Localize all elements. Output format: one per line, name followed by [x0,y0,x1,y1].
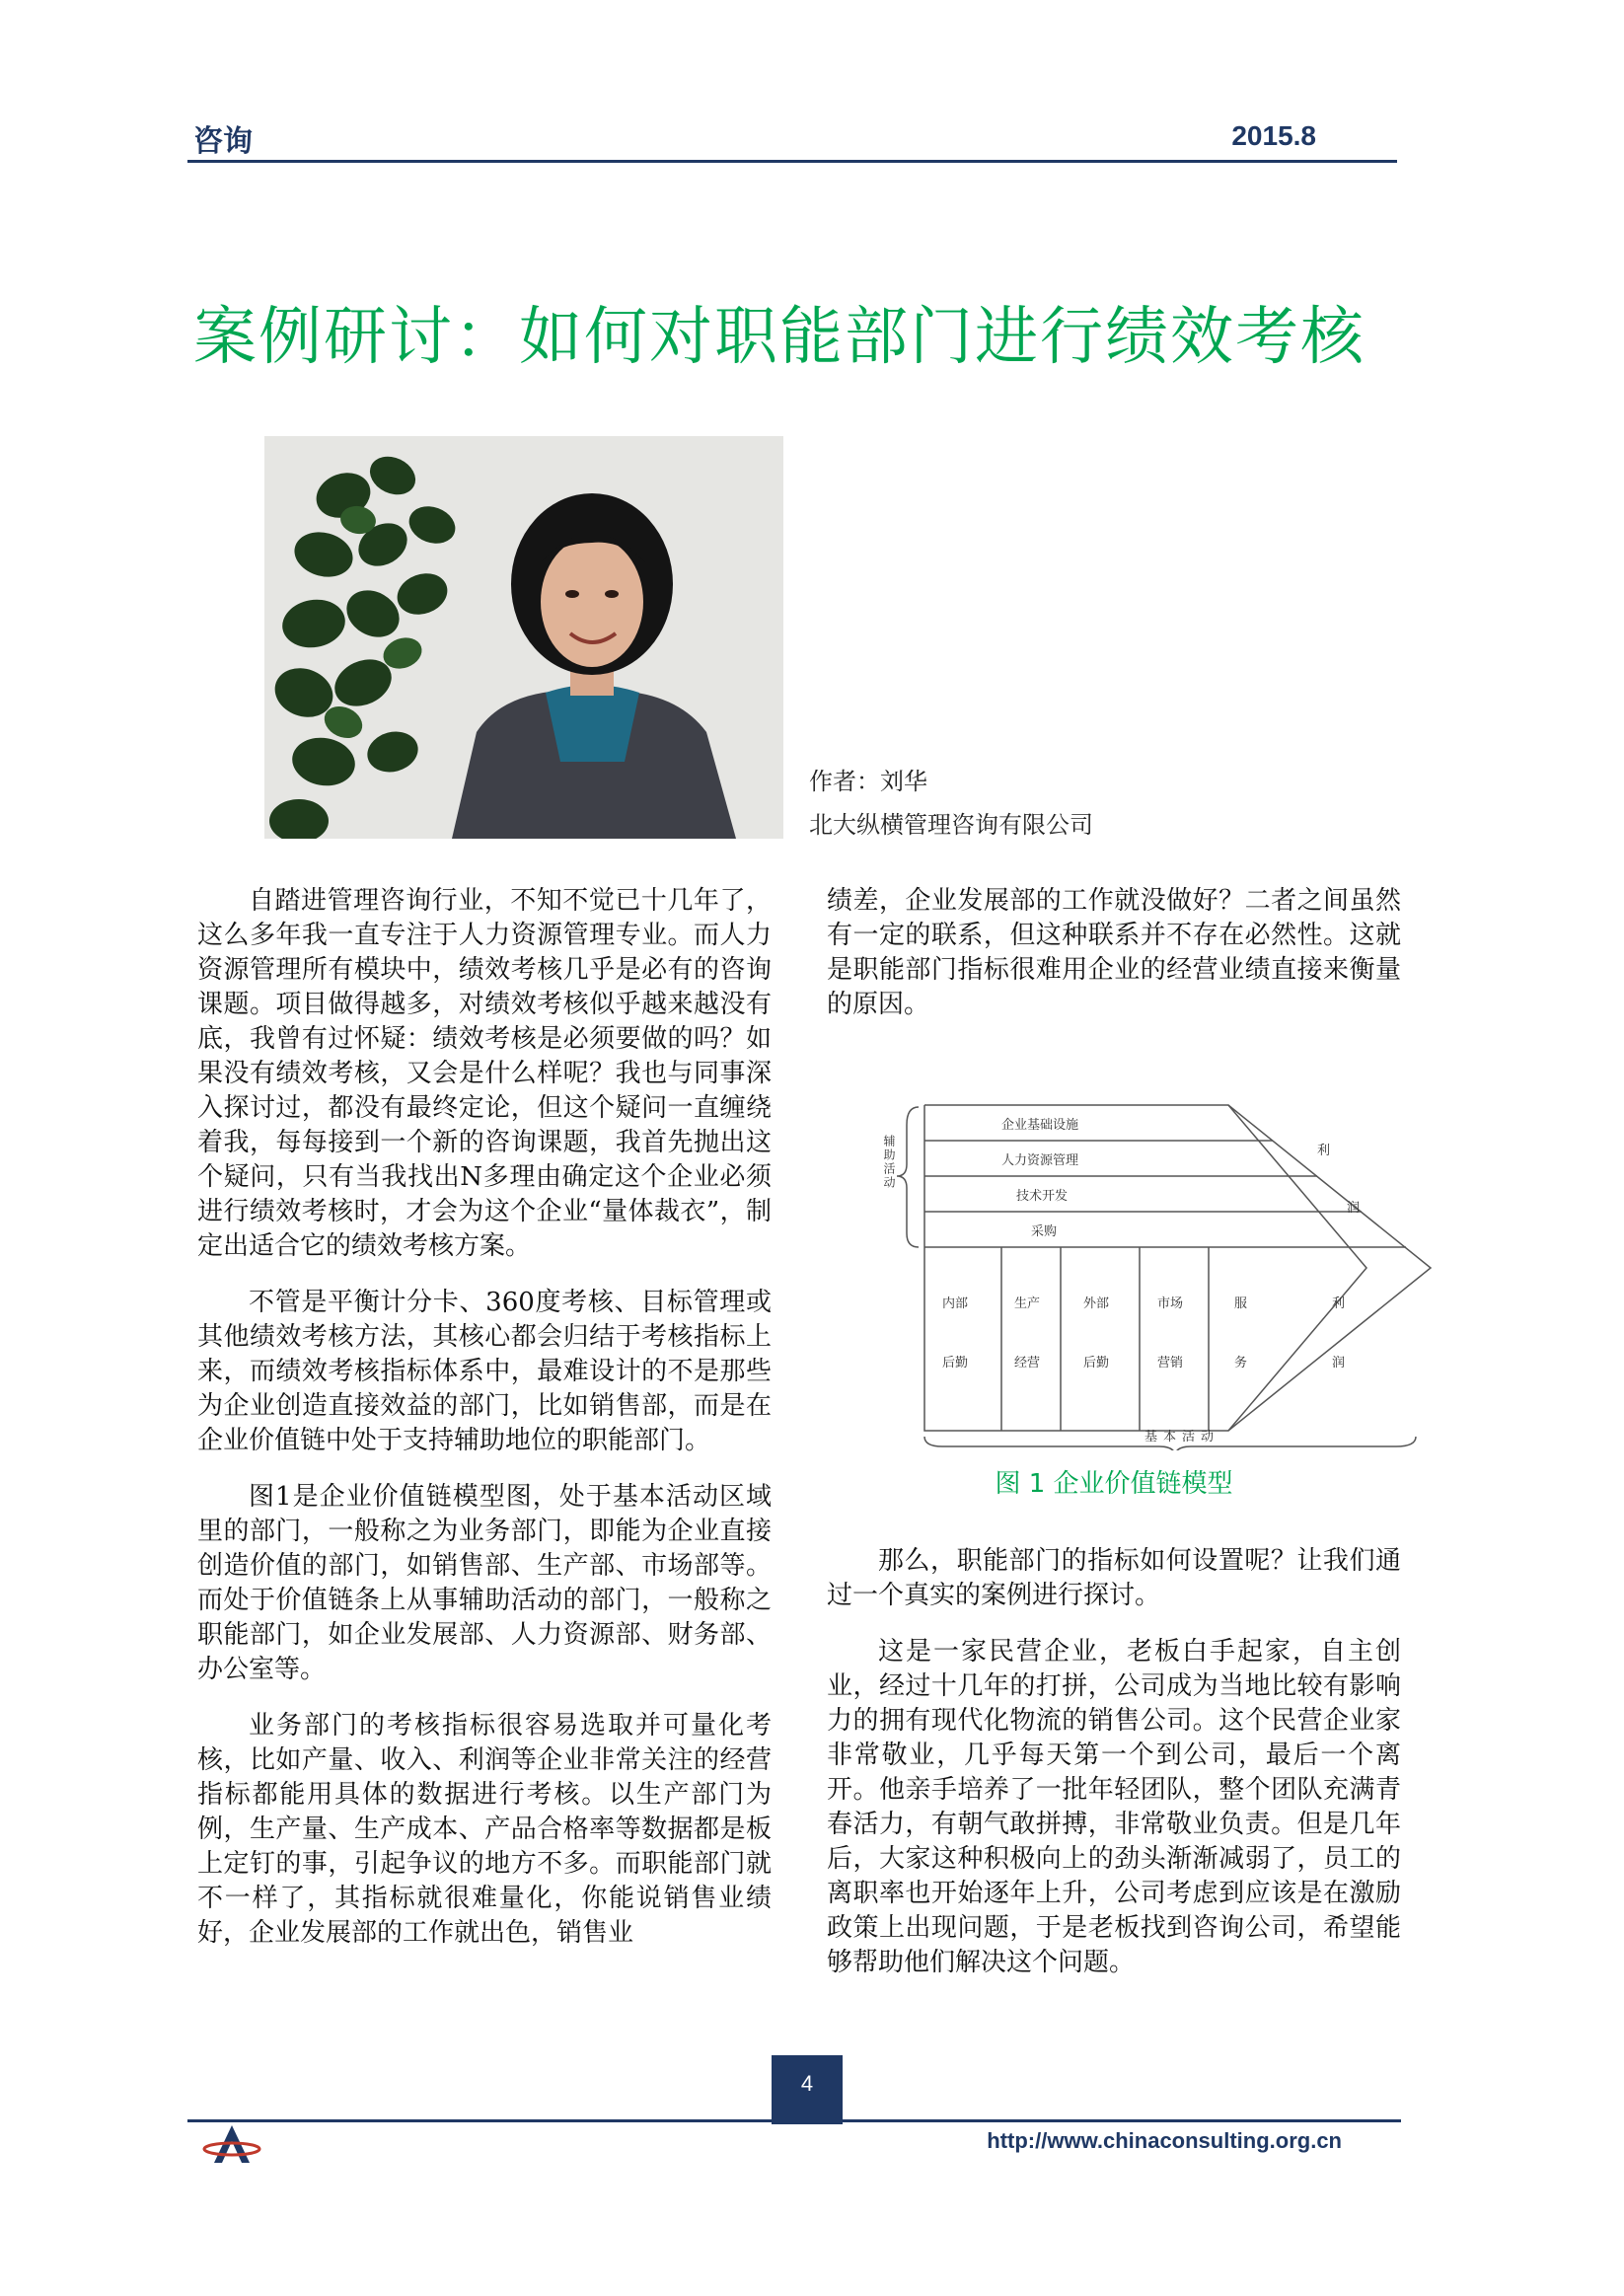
primary-cell-top: 服 [1234,1296,1248,1311]
support-row-label: 企业基础设施 [1001,1118,1079,1133]
margin-label: 润 [1347,1201,1361,1216]
header-divider [187,160,1397,163]
primary-cell-top: 外部 [1083,1296,1110,1311]
paragraph: 业务部门的考核指标很容易选取并可量化考核，比如产量、收入、利润等企业非常关注的经营指标都能用具体的数据进行考核。以生产部门为例，生产量、生产成本、产品合格率等数据都是板上定钉的事，引起争议的地方不多。而职能部门就不一样了，其指标就很难量化，你能说销售业绩好，企业发展部的工作就出色，销售业 [197,1711,772,1948]
primary-cell-top: 市场 [1157,1296,1184,1311]
author-name: 作者：刘华 [809,768,927,795]
margin-label: 利 [1332,1296,1346,1311]
primary-cell-bottom: 经营 [1014,1356,1041,1370]
company-logo-icon [202,2121,261,2165]
paragraph-continued: 绩差，企业发展部的工作就没做好？二者之间虽然有一定的联系，但这种联系并不存在必然性。这就是职能部门指标很难用企业的经营业绩直接来衡量的原因。 [827,886,1401,1019]
issue-date: 2015.8 [1231,120,1316,151]
margin-label: 润 [1332,1356,1346,1370]
paragraph: 不管是平衡计分卡、360度考核、目标管理或其他绩效考核方法，其核心都会归结于考核指标上来，而绩效考核指标体系中，最难设计的不是那些为企业创造直接效益的部门，比如销售部，而是在企业价值链中处于支持辅助地位的职能部门。 [197,1288,772,1455]
author-company: 北大纵横管理咨询有限公司 [809,811,1093,839]
article-title: 案例研讨：如何对职能部门进行绩效考核 [193,301,1366,374]
author-photo [264,436,783,839]
paragraph: 图1是企业价值链模型图，处于基本活动区域里的部门，一般称之为业务部门，即能为企业直接创造价值的部门，如销售部、生产部、市场部等。而处于价值链条上从事辅助活动的部门，一般称之职能部门，如企业发展部、人力资源部、财务部、办公室等。 [197,1482,772,1684]
section-label: 咨询 [193,124,253,159]
primary-cell-bottom: 后勤 [1083,1356,1110,1370]
primary-cell-bottom: 务 [1234,1356,1248,1370]
support-activities-label: 辅助活动 [883,1135,896,1190]
paragraph: 那么，职能部门的指标如何设置呢？让我们通过一个真实的案例进行探讨。 [827,1546,1401,1610]
primary-cell-bottom: 后勤 [942,1356,969,1370]
website-url[interactable]: http://www.chinaconsulting.org.cn [987,2128,1342,2153]
primary-cell-top: 生产 [1014,1296,1041,1311]
primary-cell-bottom: 营销 [1157,1356,1184,1370]
margin-label: 利 [1317,1144,1331,1158]
support-row-label: 采购 [1031,1224,1058,1239]
body-right-column-bottom [827,1544,1401,2002]
footer-divider [187,2119,1401,2122]
primary-activities-label: 基本活动 [1144,1430,1220,1444]
support-row-label: 技术开发 [1016,1189,1069,1204]
paragraph: 自踏进管理咨询行业，不知不觉已十几年了，这么多年我一直专注于人力资源管理专业。而人力资源管理所有模块中，绩效考核几乎是必有的咨询课题。项目做得越多，对绩效考核似乎越来越没有底，我曾有过怀疑：绩效考核是必须要做的吗？如果没有绩效考核，又会是什么样呢？我也与同事深入探讨过，都没有最终定论，但这个疑问一直缠绕着我，每每接到一个新的咨询课题，我首先抛出这个疑问，只有当我找出N多理由确定这个企业必须进行绩效考核时，才会为这个企业“量体裁衣”，制定出适合它的绩效考核方案。 [197,886,772,1261]
paragraph: 这是一家民营企业，老板白手起家，自主创业，经过十几年的打拼，公司成为当地比较有影响力的拥有现代化物流的销售公司。这个民营企业家非常敬业，几乎每天第一个到公司，最后一个离开。他亲手培养了一批年轻团队，整个团队充满青春活力，有朝气敢拼搏，非常敬业负责。但是几年后，大家这种积极向上的劲头渐渐减弱了，员工的离职率也开始逐年上升，公司考虑到应该是在激励政策上出现问题，于是老板找到咨询公司，希望能够帮助他们解决这个问题。 [827,1637,1401,1977]
page-number: 4 [800,2071,814,2096]
body-right-column-top [827,884,1401,1044]
value-chain-figure [883,1095,1445,1450]
support-row-label: 人力资源管理 [1001,1153,1079,1168]
figure-caption: 图 1 企业价值链模型 [995,1469,1233,1499]
author-caption [809,760,1093,847]
primary-cell-top: 内部 [942,1296,969,1311]
body-left-column [197,884,772,1972]
